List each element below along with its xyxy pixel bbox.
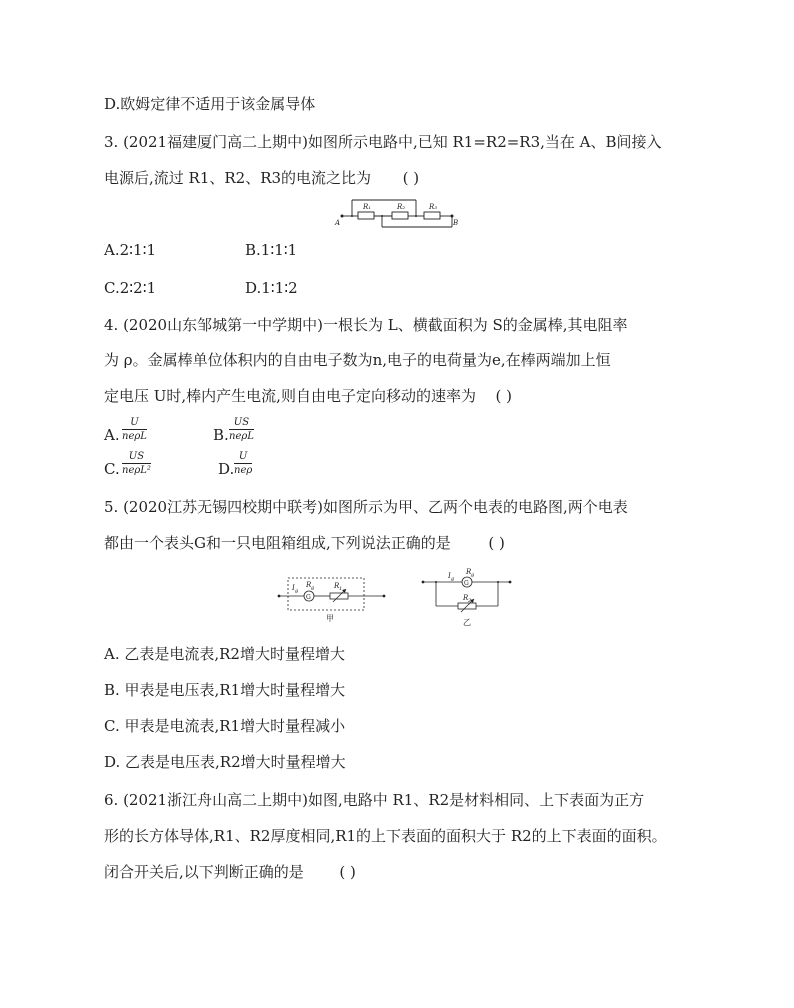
q4-stem-line1: 4. (2020山东邹城第一中学期中)一根长为 L、横截面积为 S的金属棒,其电阻率 xyxy=(104,316,628,334)
resistor-r3 xyxy=(424,212,440,219)
denominator: neρL xyxy=(229,431,254,442)
numerator: US xyxy=(122,451,151,464)
numerator: US xyxy=(229,417,254,430)
q3-option-a: A.2∶1∶1 xyxy=(104,241,157,259)
q5-circuit-yi xyxy=(420,566,516,628)
q4-option-b-label: B. xyxy=(213,426,229,444)
q6-answer-paren: ( ) xyxy=(339,863,356,881)
label-r2: R₂ xyxy=(397,203,406,211)
q4-stem-line2: 为 ρ。金属棒单位体积内的自由电子数为n,电子的电荷量为e,在棒两端加上恒 xyxy=(104,351,611,369)
q3-answer-paren: ( ) xyxy=(402,169,420,187)
label-g: G xyxy=(306,594,311,601)
resistor-r1 xyxy=(358,212,374,219)
q3-stem-text: 电源后,流过 R1、R2、R3的电流之比为 xyxy=(104,169,372,187)
q4-stem-text: 定电压 U时,棒内产生电流,则自由电子定向移动的速率为 xyxy=(104,387,476,405)
q6-stem-line3 xyxy=(104,862,356,882)
q4-option-d-fraction xyxy=(234,451,252,477)
q3-stem-line1: 3. (2021福建厦门高二上期中)如图所示电路中,已知 R1=R2=R3,当在 A、B间接入 xyxy=(104,133,662,151)
q5-option-d: D. 乙表是电压表,R2增大时量程增大 xyxy=(104,753,346,771)
q5-option-c: C. 甲表是电流表,R1增大时量程减小 xyxy=(104,717,346,735)
label-b: B xyxy=(453,219,459,227)
denominator: neρL xyxy=(122,431,147,442)
terminal-a xyxy=(341,215,344,218)
label-ig: I xyxy=(448,572,451,580)
q3-circuit-figure xyxy=(334,192,464,232)
q4-answer-paren: ( ) xyxy=(495,387,512,405)
label-a: A xyxy=(335,219,341,227)
q6-stem-line2: 形的长方体导体,R1、R2厚度相同,R1的上下表面的面积大于 R2的上下表面的面积。 xyxy=(104,827,667,845)
caption-yi: 乙 xyxy=(463,618,471,627)
q5-option-b: B. 甲表是电压表,R1增大时量程增大 xyxy=(104,681,346,699)
label-r1: R₁ xyxy=(363,203,372,211)
label-r2: R xyxy=(463,594,469,602)
label-rg: R xyxy=(466,568,472,576)
q5-stem-line1: 5. (2020江苏无锡四校期中联考)如图所示为甲、乙两个电表的电路图,两个电表 xyxy=(104,498,628,516)
svg-text:1: 1 xyxy=(339,586,343,592)
label-r3: R₃ xyxy=(429,203,438,211)
q5-circuit-jia xyxy=(276,572,388,624)
numerator: U xyxy=(234,451,252,464)
dashed-box xyxy=(288,578,364,610)
label-rg: R xyxy=(306,581,312,589)
terminal-b xyxy=(451,215,454,218)
numerator: U xyxy=(122,417,147,430)
svg-text:g: g xyxy=(471,572,475,578)
q3-option-d: D.1∶1∶2 xyxy=(245,279,298,297)
q3-option-c: C.2∶2∶1 xyxy=(104,279,157,297)
denominator: neρ xyxy=(234,465,253,476)
svg-text:2: 2 xyxy=(468,598,472,604)
q6-stem-line1: 6. (2021浙江舟山高二上期中)如图,电路中 R1、R2是材料相同、上下表面为正方 xyxy=(104,791,645,809)
q3-option-b: B.1∶1∶1 xyxy=(245,241,298,259)
resistor-r2 xyxy=(392,212,408,219)
label-ig: I xyxy=(292,584,295,592)
q4-option-c-label: C. xyxy=(104,460,120,478)
label-r1: R xyxy=(334,582,340,590)
q4-stem-line3 xyxy=(104,386,512,406)
q4-option-d-label: D. xyxy=(218,460,235,478)
q5-answer-paren: ( ) xyxy=(488,534,505,552)
q4-option-c-fraction xyxy=(122,451,151,477)
q5-stem-text: 都由一个表头G和一只电阻箱组成,下列说法正确的是 xyxy=(104,534,451,552)
q4-option-a-label: A. xyxy=(104,426,120,444)
q5-option-a: A. 乙表是电流表,R2增大时量程增大 xyxy=(104,645,345,663)
denominator: neρL² xyxy=(122,465,151,476)
svg-text:g: g xyxy=(311,585,315,591)
caption-jia: 甲 xyxy=(326,614,334,623)
label-g: G xyxy=(464,580,469,587)
q4-option-a-fraction xyxy=(122,417,147,443)
q3-stem-line2 xyxy=(104,168,419,188)
q6-stem-text: 闭合开关后,以下判断正确的是 xyxy=(104,863,304,881)
svg-text:g: g xyxy=(295,588,299,594)
svg-text:g: g xyxy=(451,576,455,582)
q4-option-b-fraction xyxy=(229,417,254,443)
q5-stem-line2 xyxy=(104,533,505,553)
q2-option-d: D.欧姆定律不适用于该金属导体 xyxy=(104,95,316,113)
